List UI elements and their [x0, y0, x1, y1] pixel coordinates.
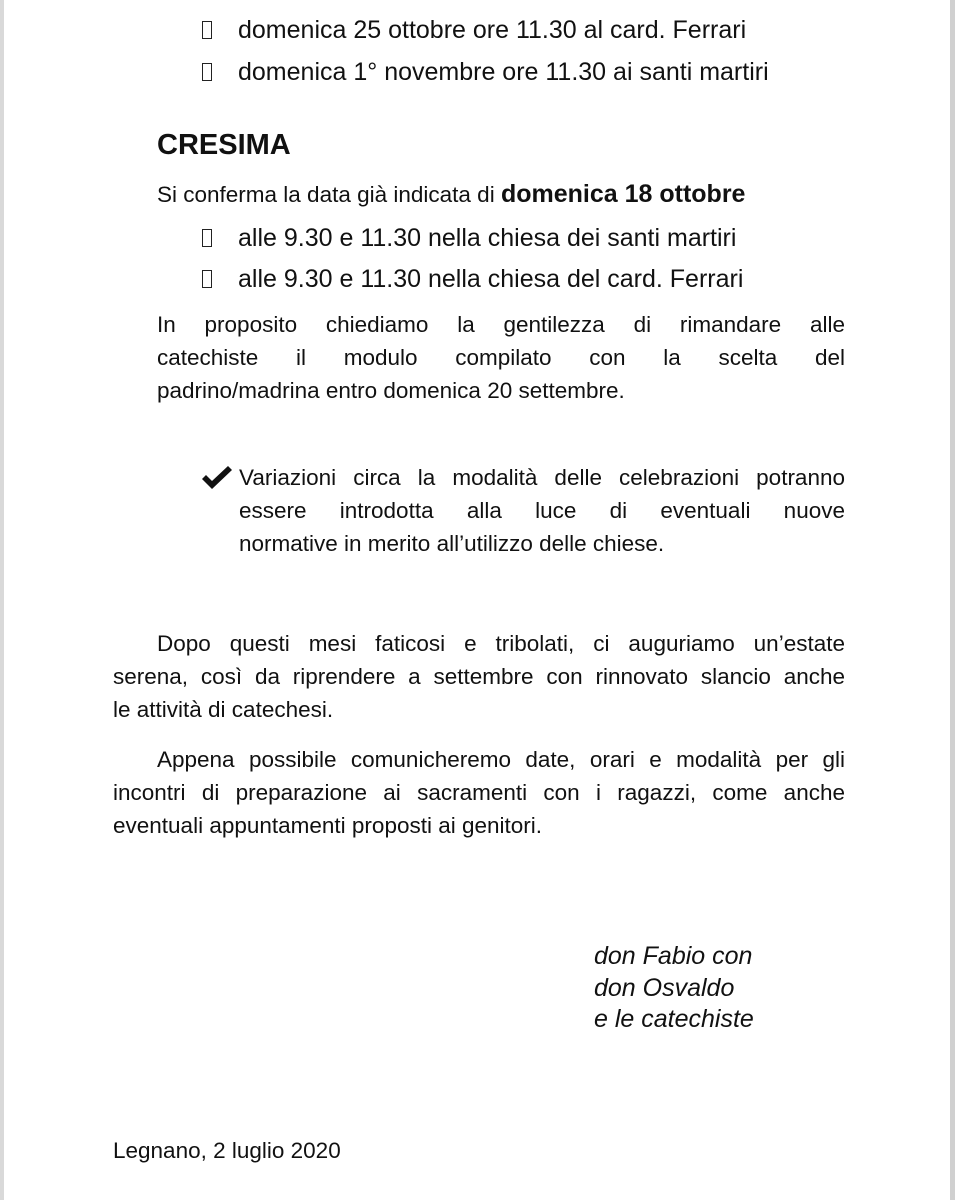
box-bullet-icon [202, 63, 212, 81]
signature-line: don Osvaldo [594, 973, 735, 1002]
cresima-date: domenica 18 ottobre [500, 180, 746, 208]
notice-line: normative in merito all’utilizzo delle chiese. [239, 531, 665, 556]
cresima-note-line: catechiste il modulo compilato con la scelta del [157, 345, 845, 370]
closing-line: serena, così da riprendere a settembre con rinnovato slancio anche [113, 664, 845, 689]
page-edge-left [0, 0, 4, 1200]
cresima-note [157, 308, 845, 407]
closing-line: incontri di preparazione ai sacramenti con i ragazzi, come anche [113, 780, 845, 805]
closing-paragraph-2 [113, 743, 845, 842]
notice-line: essere introdotta alla luce di eventuali nuove [239, 498, 845, 523]
cresima-heading: CRESIMA [157, 129, 291, 161]
cresima-item-text: alle 9.30 e 11.30 nella chiesa dei santi martiri [238, 224, 737, 252]
closing-line: eventuali appuntamenti proposti ai genitori. [113, 813, 543, 838]
closing-line: le attività di catechesi. [113, 697, 334, 722]
schedule-item-text: domenica 1° novembre ore 11.30 ai santi martiri [238, 58, 769, 86]
place-date: Legnano, 2 luglio 2020 [113, 1138, 341, 1163]
cresima-note-line: In proposito chiediamo la gentilezza di rimandare alle [157, 312, 845, 337]
box-bullet-icon [202, 229, 212, 247]
signature [594, 941, 754, 1036]
cresima-intro-text: Si conferma la data già indicata di [157, 182, 501, 207]
closing-line: Dopo questi mesi faticosi e tribolati, ci auguriamo un’estate [157, 631, 845, 656]
page-edge-right [950, 0, 955, 1200]
signature-line: don Fabio con [594, 942, 753, 970]
box-bullet-icon [202, 270, 212, 288]
checkmark-icon [200, 465, 234, 491]
notice-text [239, 461, 845, 560]
cresima-item [200, 223, 736, 253]
schedule-item-text: domenica 25 ottobre ore 11.30 al card. Ferrari [238, 16, 747, 44]
closing-line: Appena possibile comunicheremo date, orari e modalità per gli [157, 747, 845, 772]
box-bullet-icon [202, 21, 212, 39]
cresima-intro [157, 178, 745, 211]
closing-paragraph-1 [113, 627, 845, 726]
cresima-item [200, 264, 743, 294]
cresima-note-line: padrino/madrina entro domenica 20 settembre. [157, 378, 625, 403]
schedule-item [200, 57, 769, 87]
schedule-item [200, 15, 746, 45]
signature-line: e le catechiste [594, 1005, 754, 1033]
cresima-item-text: alle 9.30 e 11.30 nella chiesa del card. Ferrari [238, 265, 744, 293]
notice-line: Variazioni circa la modalità delle celebrazioni potranno [239, 465, 845, 490]
